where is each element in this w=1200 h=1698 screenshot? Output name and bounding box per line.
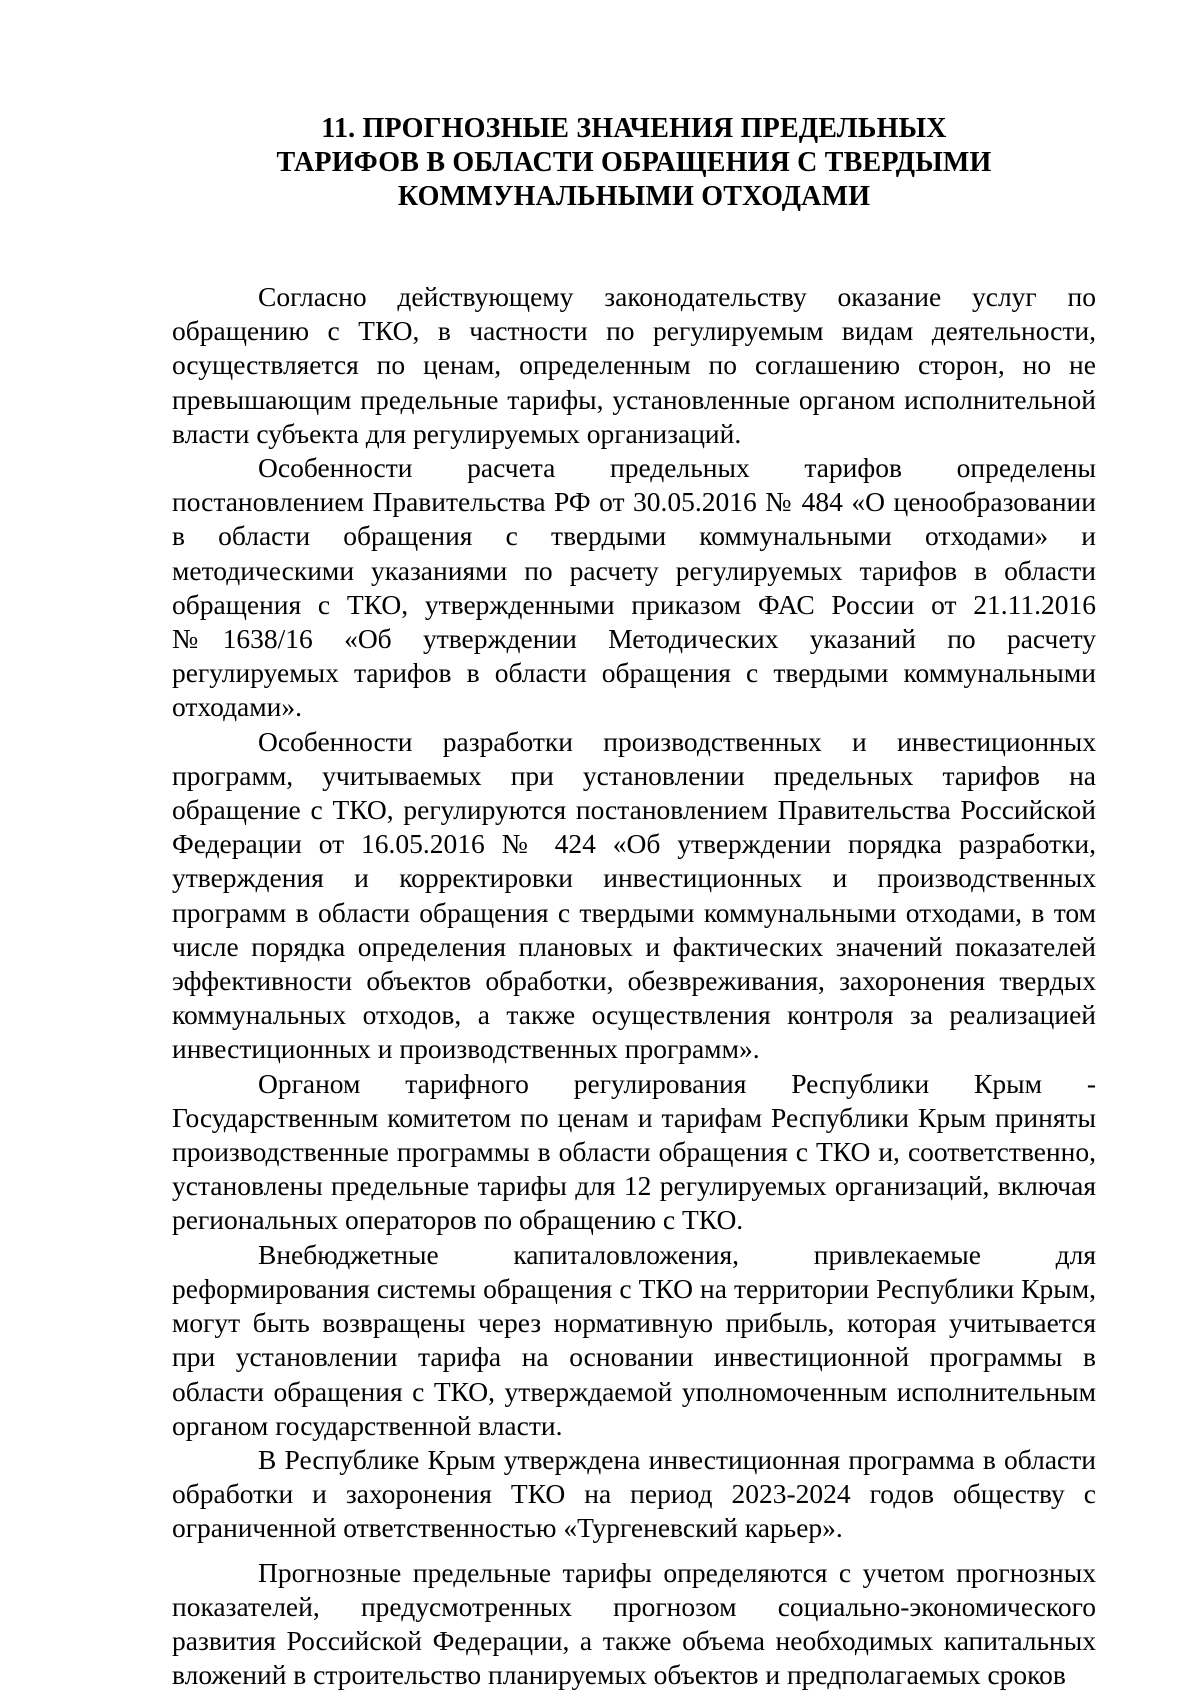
paragraph-programs-development: Особенности разработки производственных и инвестиционных программ, учитываемых при установлении предельных тарифов на обращение с ТКО, регулируются постановлением Правительства Российской Федерации от 16.05.2016 № 424 «Об утверждении порядка разработки, утверждения и корректировки инвестиционных и производственных программ в области обращения с твердыми коммунальными отходами, в том числе порядка определения плановых и фактических значений показателей эффективности объектов обработки, обезвреживания, захоронения твердых коммунальных отходов, а также осуществления контроля за реализацией инвестиционных и производственных программ». <box>172 725 1096 1065</box>
paragraph-legislation: Согласно действующему законодательству оказание услуг по обращению с ТКО, в частности по регулируемым видам деятельности, осуществляется по ценам, определенным по соглашению сторон, но не превышающим предельные тарифы, установленные органом исполнительной власти субъекта для регулируемых организаций. <box>172 281 1096 449</box>
paragraph-investment-program: В Республике Крым утверждена инвестиционная программа в области обработки и захоронения ТКО на период 2023-2024 годов обществу с ограниченной ответственностью «Тургеневский карьер». <box>172 1443 1096 1544</box>
section-title-line: ТАРИФОВ В ОБЛАСТИ ОБРАЩЕНИЯ С ТВЕРДЫМИ <box>276 147 992 178</box>
paragraph-tariff-calculation: Особенности расчета предельных тарифов определены постановлением Правительства РФ от 30.05.2016 № 484 «О ценообразовании в области обращения с твердыми коммунальными отходами» и методическими указаниями по расчету регулируемых тарифов в области обращения с ТКО, утвержденными приказом ФАС России от 21.11.2016 №1638/16 «Об утверждении Методических указаний по расчету регулируемых тарифов в области обращения с твердыми коммунальными отходами». <box>172 452 1096 723</box>
section-title <box>172 112 1096 214</box>
paragraph-investments: Внебюджетные капиталовложения, привлекаемые для реформирования системы обращения с ТКО на территории Республики Крым, могут быть возвращены через нормативную прибыль, которая учитывается при установлении тарифа на основании инвестиционной программы в области обращения с ТКО, утверждаемой уполномоченным исполнительным органом государственной власти. <box>172 1238 1096 1441</box>
section-title-line: 11. ПРОГНОЗНЫЕ ЗНАЧЕНИЯ ПРЕДЕЛЬНЫХ <box>321 113 947 144</box>
section-title-line: КОММУНАЛЬНЫМИ ОТХОДАМИ <box>397 181 871 212</box>
section-body <box>172 280 1096 1692</box>
paragraph-forecast-tariffs: Прогнозные предельные тарифы определяются с учетом прогнозных показателей, предусмотренных прогнозом социально-экономического развития Российской Федерации, а также объема необходимых капитальных вложений в строительство планируемых объектов и предполагаемых сроков <box>172 1556 1096 1691</box>
paragraph-regulator: Органом тарифного регулирования Республики Крым - Государственным комитетом по ценам и тарифам Республики Крым приняты производственные программы в области обращения с ТКО и, соответственно, установлены предельные тарифы для 12 регулируемых организаций, включая региональных операторов по обращению с ТКО. <box>172 1067 1096 1236</box>
